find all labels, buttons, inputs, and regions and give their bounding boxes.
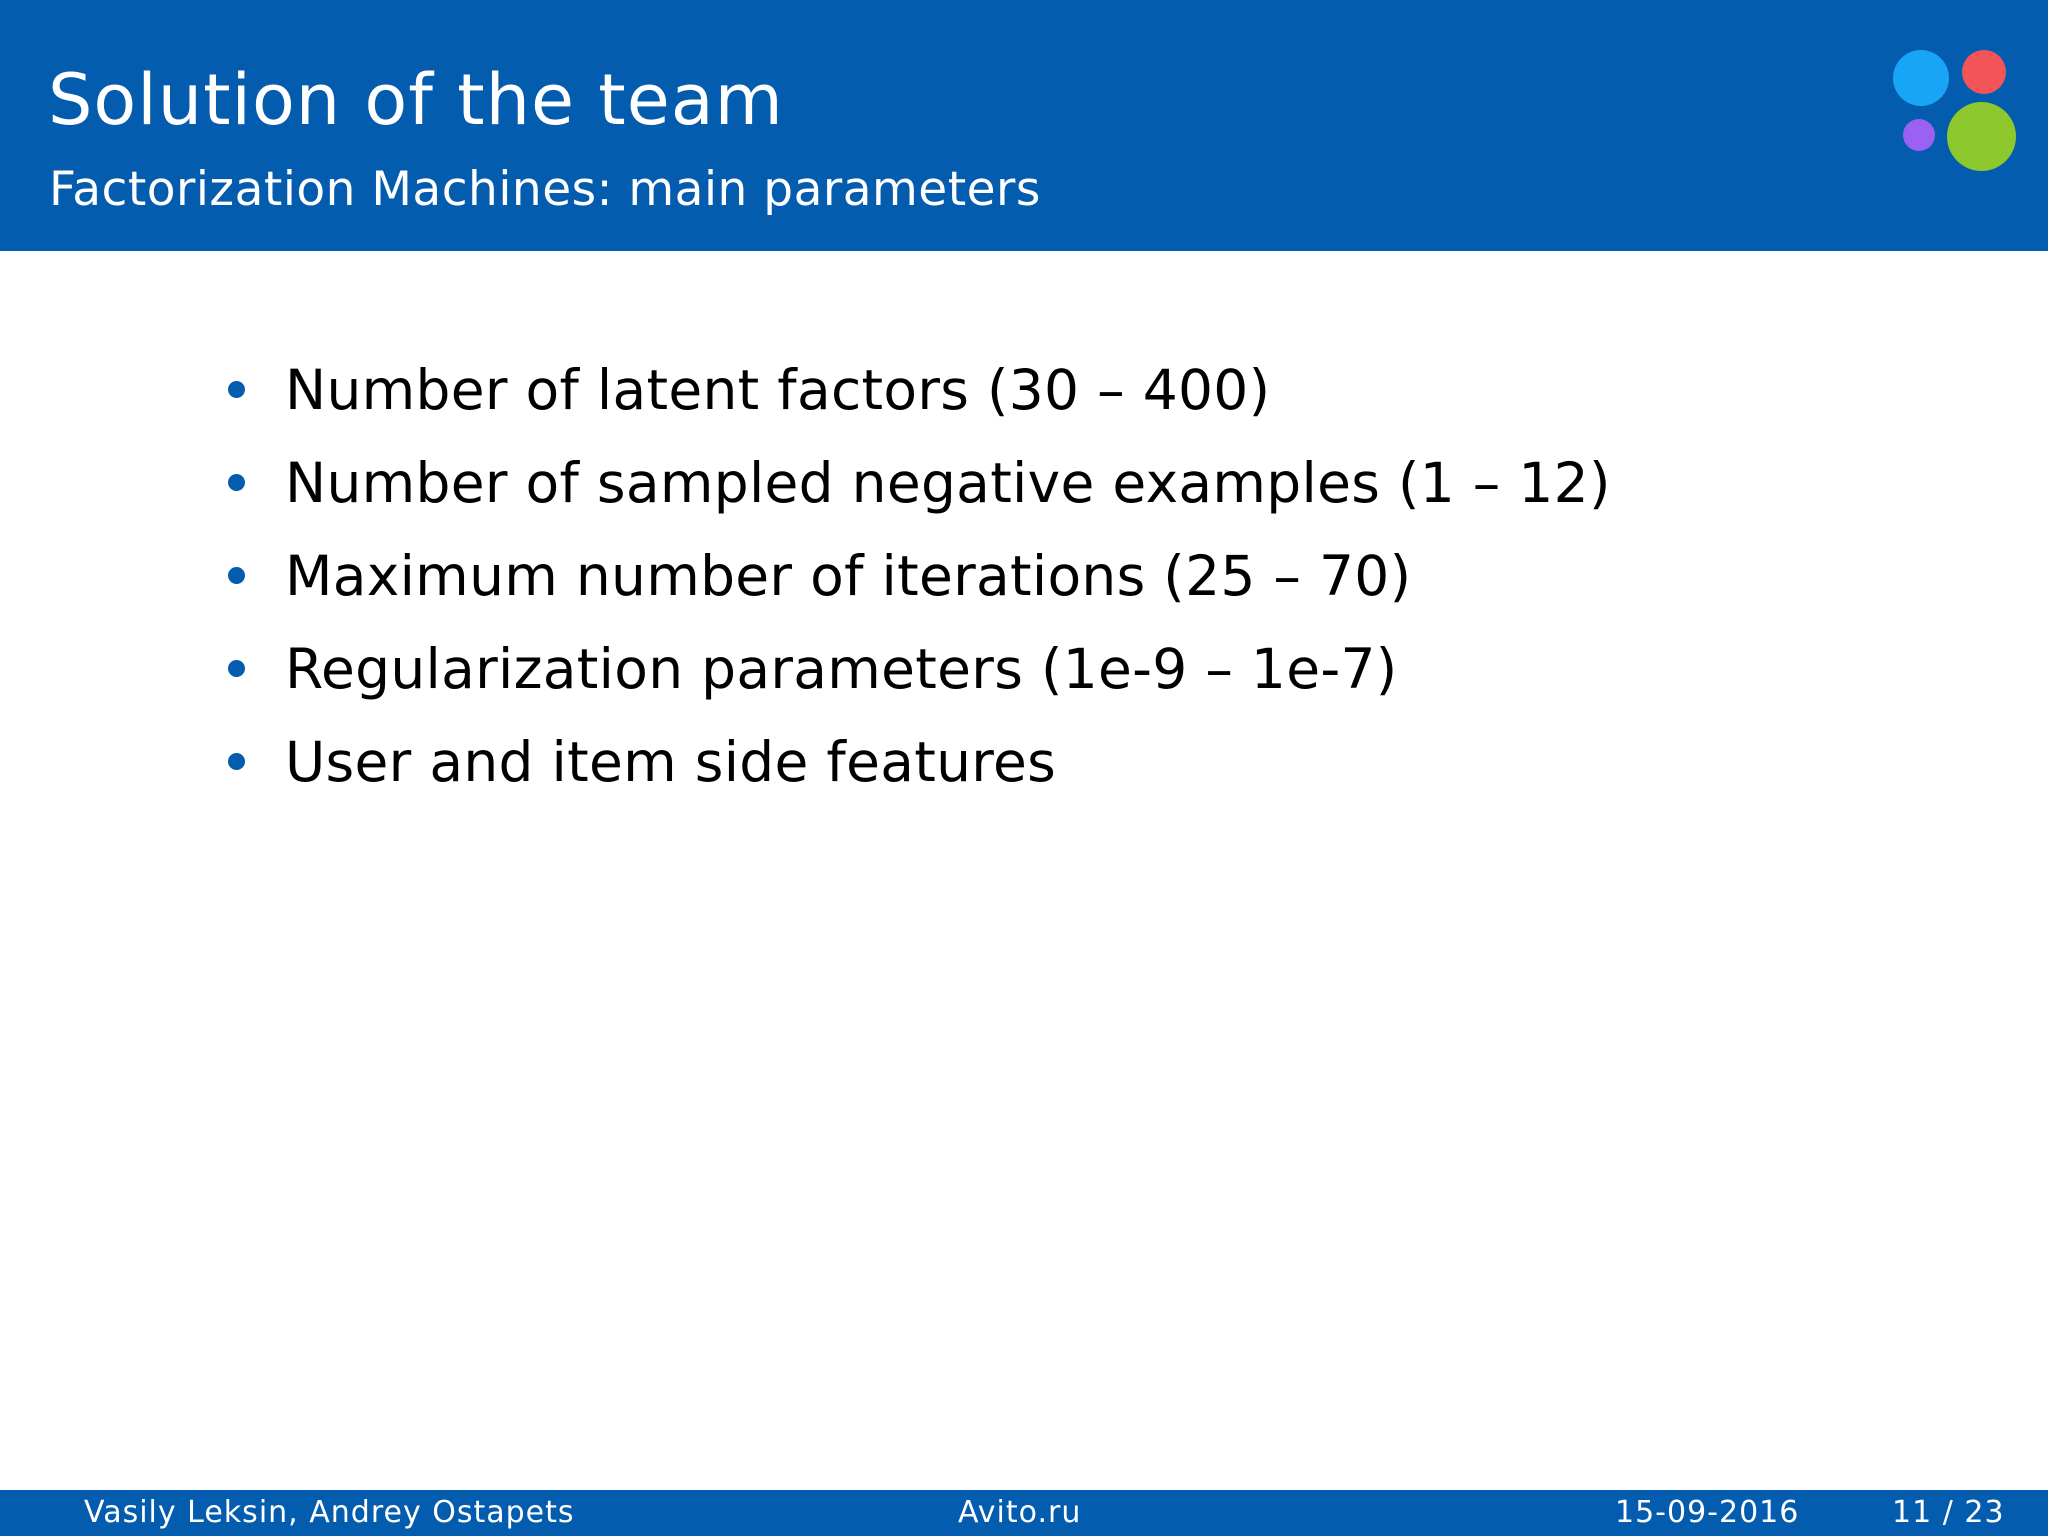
logo-purple-dot	[1903, 119, 1935, 151]
bullet-icon	[228, 567, 245, 584]
logo-blue-dot	[1893, 50, 1949, 106]
bullet-icon	[228, 753, 245, 770]
logo-green-dot	[1947, 102, 2016, 171]
slide-subtitle: Factorization Machines: main parameters	[49, 162, 1041, 217]
bullet-text: Number of latent factors (30 – 400)	[285, 358, 1271, 422]
logo-red-dot	[1962, 50, 2006, 94]
bullet-icon	[228, 660, 245, 677]
bullet-text: Regularization parameters (1e-9 – 1e-7)	[285, 637, 1398, 701]
footer-date: 15-09-2016	[1615, 1495, 1800, 1530]
avito-logo	[1885, 44, 2025, 174]
bullet-text: Maximum number of iterations (25 – 70)	[285, 544, 1412, 608]
bullet-icon	[228, 381, 245, 398]
slide-header	[0, 0, 2048, 251]
bullet-text: Number of sampled negative examples (1 – 12)	[285, 451, 1611, 515]
bullet-text: User and item side features	[285, 730, 1057, 794]
bullet-icon	[228, 474, 245, 491]
slide-footer	[0, 1490, 2048, 1536]
footer-page-number: 11 / 23	[1892, 1495, 2005, 1530]
footer-authors: Vasily Leksin, Andrey Ostapets	[84, 1495, 575, 1530]
slide-title: Solution of the team	[48, 59, 784, 141]
footer-organization: Avito.ru	[958, 1495, 1082, 1530]
